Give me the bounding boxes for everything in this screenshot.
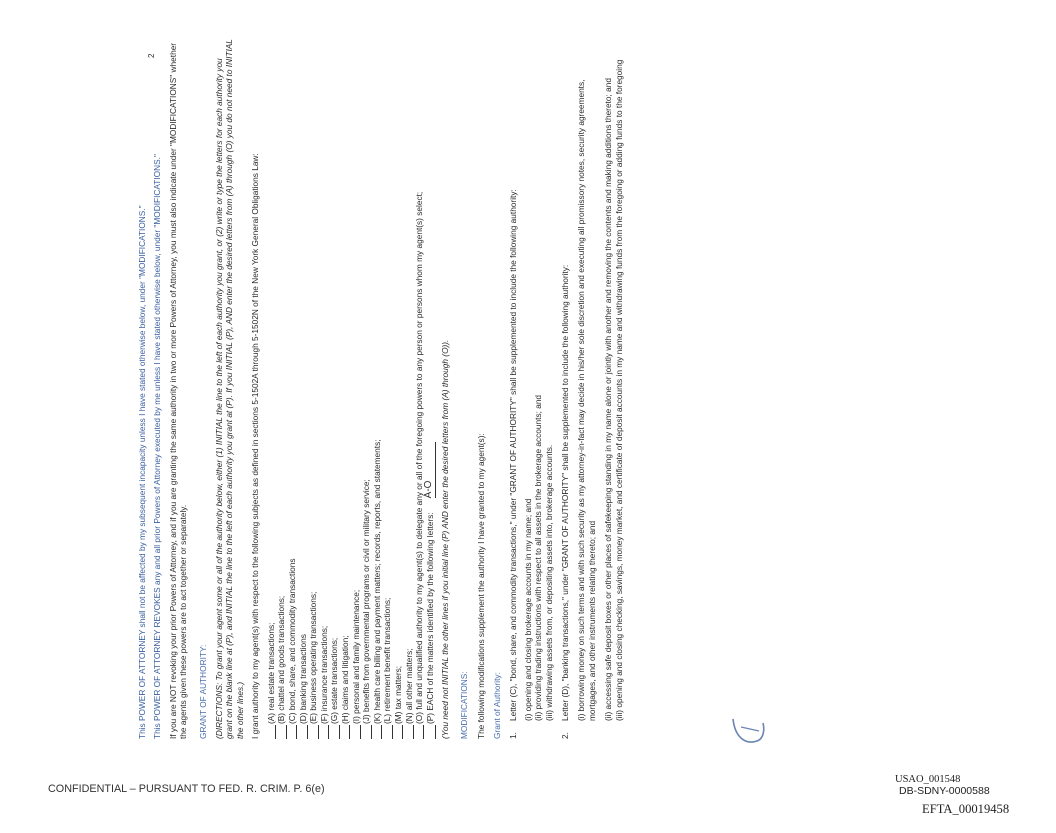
authority-item: [276, 39, 287, 739]
authority-label: (D) banking transactions: [297, 634, 308, 724]
modification-item-2: [560, 39, 624, 739]
item-sublist: [523, 189, 554, 721]
item-text: Letter (C), "bond, share, and commodity transactions," under "GRANT OF AUTHORITY" shall be supplemented to include the following authority:: [508, 189, 519, 721]
initial-line[interactable]: [340, 725, 350, 739]
grant-subheading: Grant of Authority:: [492, 672, 502, 739]
grant-of-authority-heading: GRANT OF AUTHORITY:: [197, 644, 208, 739]
initial-line[interactable]: [309, 725, 319, 739]
initial-line[interactable]: [277, 725, 287, 739]
authority-item: [266, 39, 277, 739]
grant-intro-paragraph: I grant authority to my agent(s) with respect to the following subjects as defined in sections 5-1502A through 5-1502N of the New York General Obligations Law:: [250, 153, 261, 739]
authority-item: [340, 39, 351, 739]
initial-line[interactable]: [383, 725, 393, 739]
authority-label: (B) chattel and goods transactions;: [276, 595, 287, 724]
authority-item: [287, 39, 298, 739]
item-number: 1.: [508, 732, 519, 739]
authority-item: [403, 39, 414, 739]
authority-list: [266, 39, 436, 739]
authority-item: [350, 39, 361, 739]
initial-line[interactable]: [414, 725, 424, 739]
sub-item: (iii) withdrawing assets from, or depositing assets into, brokerage accounts.: [543, 444, 554, 721]
initial-line[interactable]: [287, 725, 297, 739]
authority-label: (C) bond, share, and commodity transactions: [287, 558, 298, 724]
authority-label: (E) business operating transactions;: [308, 591, 319, 724]
initial-line[interactable]: [330, 725, 340, 739]
incapacity-paragraph: This POWER OF ATTORNEY shall not be affected by my subsequent incapacity unless I have stated otherwise below, under "MODIFICATIONS.": [137, 205, 147, 739]
db-sdny-bates-number: DB-SDNY-0000588: [899, 785, 990, 797]
sub-item: (ii) providing trading instructions with respect to all assets in the brokerage accounts; and: [533, 394, 544, 721]
authority-label: (N) all other matters;: [403, 648, 414, 724]
item-text: Letter (D), "banking transactions," under "GRANT OF AUTHORITY" shall be supplemented to include the following authority:: [560, 264, 571, 721]
modifications-heading: MODIFICATIONS:: [459, 671, 470, 739]
authority-item: [382, 39, 393, 739]
authority-label: (K) health care billing and payment matters; records, reports, and statements;: [371, 439, 382, 724]
authority-label: (M) tax matters;: [392, 665, 403, 724]
initial-line[interactable]: [426, 725, 436, 739]
authority-label: (G) estate transactions;: [329, 637, 340, 724]
efta-bates-number: EFTA_00019458: [922, 802, 1010, 816]
page-number: 2: [147, 53, 156, 58]
initial-line[interactable]: [372, 725, 382, 739]
authority-label: (J) benefits from governmental programs or civil or military service;: [361, 479, 372, 724]
sub-item: (i) borrowing money on such terms and with such security as my attorney-in-fact may decide in his/her sole discretion and executing all promissory notes, security agreements, mortgages, and other instruments relating thereto; and: [576, 79, 597, 721]
authority-item: [414, 39, 424, 739]
item-body: [508, 189, 554, 721]
authority-item: [297, 39, 308, 739]
authority-label: (A) real estate transactions;: [265, 622, 276, 724]
directions-paragraph: (DIRECTIONS: To grant your agent some or all of the authority below, either (1) INITIAL the line to the left of each authority you grant, or (2) write or type the letters for each authority you grant on the blank line at (P), and INITIAL the line to the left of each authority you grant at (P). If you INITIAL (P), AND enter the desired letters from (A) through (O) you do not need to INITIAL the other lines.): [214, 39, 245, 739]
item-number: 2.: [560, 732, 571, 739]
authority-item: [372, 39, 383, 739]
authority-label: (L) retirement benefit transactions;: [382, 597, 393, 724]
sub-item: (i) opening and closing brokerage accounts in my name; and: [522, 498, 533, 721]
sub-item: (iii) opening and closing checking, savings, money market, and certificate of deposit accounts in my name and withdrawing funds from the foregoing or adding funds to the foregoing: [613, 59, 624, 721]
authority-item: [393, 39, 404, 739]
selected-letters-field[interactable]: A-O: [424, 442, 435, 498]
initial-line[interactable]: [319, 725, 329, 739]
initial-line[interactable]: [266, 725, 276, 739]
handwritten-initial-mark: [729, 709, 769, 749]
authority-item: [329, 39, 340, 739]
item-body: [560, 39, 624, 721]
authority-label: (F) insurance transactions;: [318, 625, 329, 724]
authority-item: [319, 39, 330, 739]
authority-item-p: [424, 39, 435, 739]
multiple-poa-paragraph: If you are NOT revoking your prior Powers of Attorney, and if you are granting the same authority in two or more Powers of Attorney, you must also indicate under "MODIFICATIONS" whether the agents given these powers are to act together or separately.: [167, 42, 189, 739]
sub-item: (ii) accessing safe deposit boxes or other places of safekeeping standing in my name alone or jointly with another and removing the contents and making additions thereto; and: [603, 78, 614, 721]
initial-line[interactable]: [298, 725, 308, 739]
authority-label: (P) EACH of the matters identified by the following letters:: [425, 512, 436, 724]
initial-line[interactable]: [351, 725, 361, 739]
authority-label: (H) claims and litigation;: [340, 635, 350, 724]
modification-item-1: [508, 39, 554, 739]
revocation-paragraph: This POWER OF ATTORNEY REVOKES any and all prior Powers of Attorney executed by me unless I have stated otherwise below, under "MODIFICATIONS.": [152, 154, 163, 739]
modifications-intro: The following modifications supplement the authority I have granted to my agent(s):: [475, 433, 486, 739]
initial-line[interactable]: [404, 725, 414, 739]
no-initial-note: (You need not INITIAL the other lines if you initial line (P) AND enter the desired letters from (A) through (O)).: [439, 339, 450, 739]
rotated-document-page: [137, 39, 937, 739]
usao-bates-number: USAO_001548: [895, 774, 961, 785]
authority-item: [308, 39, 319, 739]
authority-label: (I) personal and family maintenance;: [350, 589, 361, 724]
confidential-footer: CONFIDENTIAL – PURSUANT TO FED. R. CRIM. P. 6(e): [48, 783, 325, 795]
authority-item: [361, 39, 372, 739]
initial-line[interactable]: [393, 725, 403, 739]
authority-label: (O) full and unqualified authority to my agent(s) to delegate any or all of the foregoing powers to any person or persons whom my agent(s) select;: [413, 191, 424, 724]
initial-line[interactable]: [362, 725, 372, 739]
